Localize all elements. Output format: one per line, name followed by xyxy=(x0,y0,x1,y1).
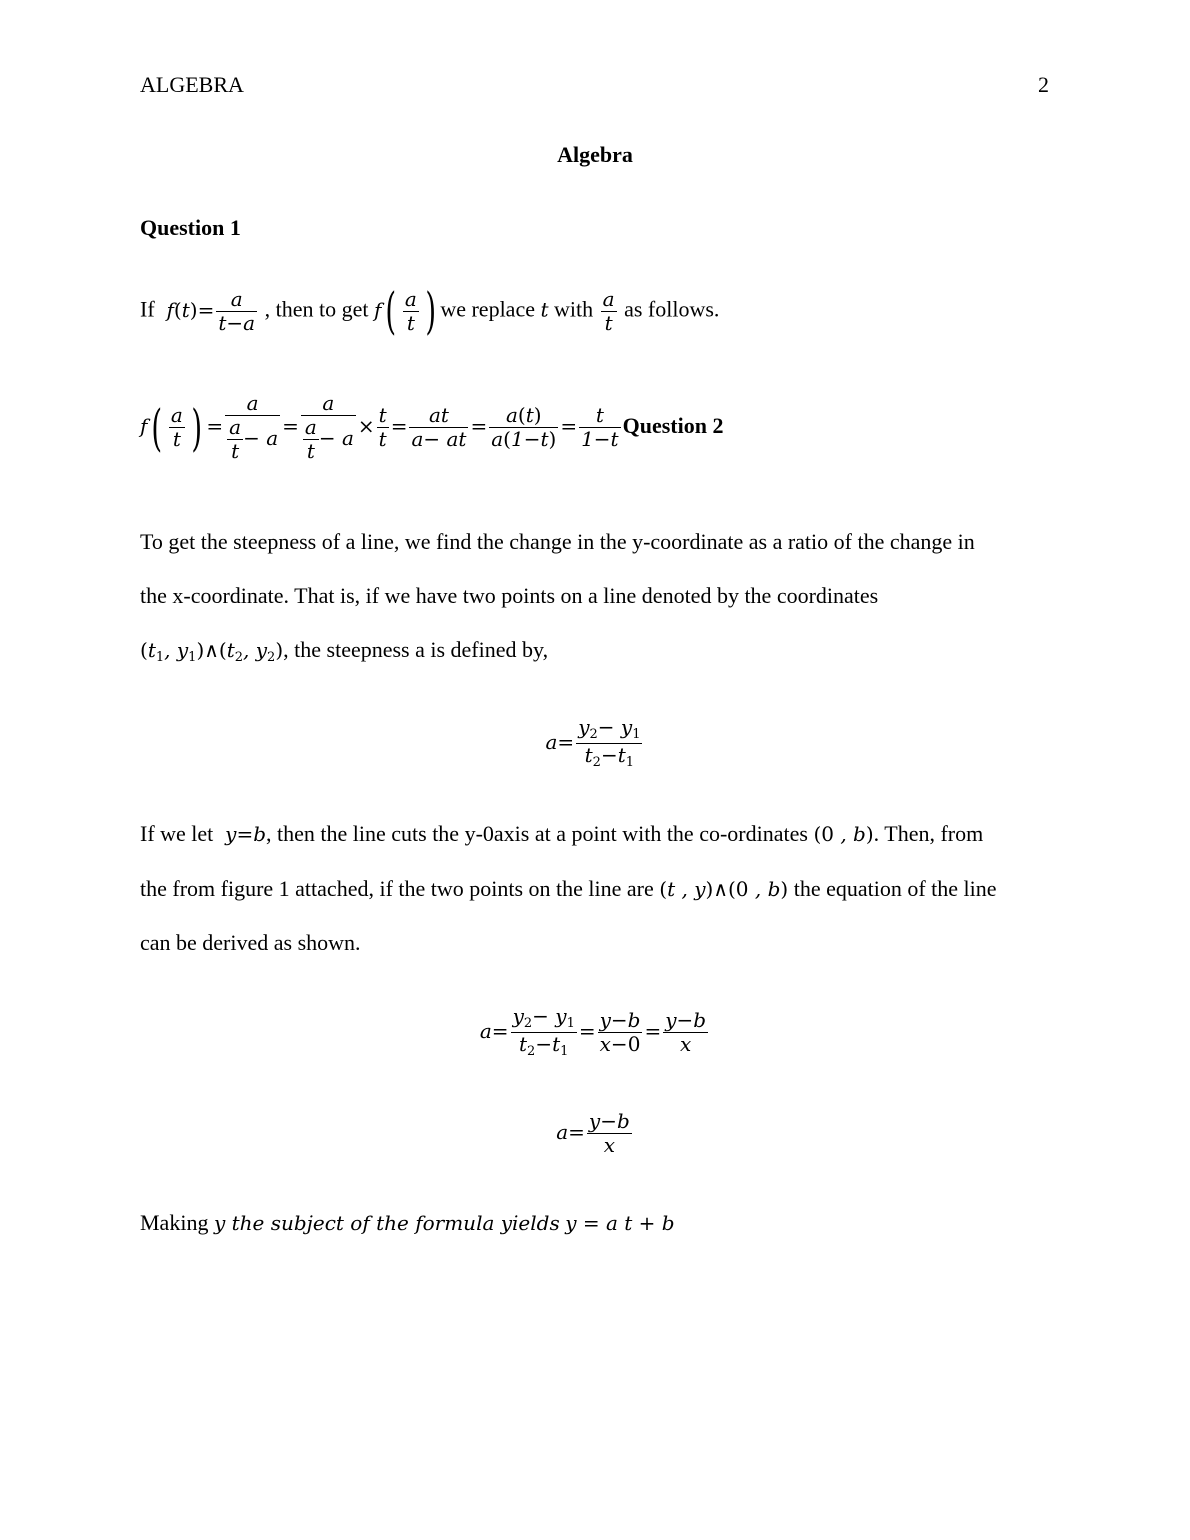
q2-text-then-from: . Then, from xyxy=(873,821,984,846)
question-1-heading: Question 1 xyxy=(140,215,241,240)
q1-text-follows: as follows. xyxy=(624,296,720,322)
q2-paragraph-line-4 xyxy=(140,821,983,847)
result-formula: a= $\frac{y-b}{x}$ xyxy=(556,1109,630,1157)
eq-points: ($t_1$, $y_1)\wedge(t_2$, $y_2$) xyxy=(140,638,284,665)
q2-paragraph-line-1: To get the steepness of a line, we find the change in the y-coordinate as a ratio of the change in xyxy=(140,529,975,554)
final-statement xyxy=(140,1210,675,1236)
eq-f-of-t: f(t)= $\frac{a}{t-a}$ xyxy=(160,286,256,335)
eq-f-of-a-over-t: f( $\frac{a}{t}$ ) xyxy=(373,282,436,340)
q2-paragraph-line-5 xyxy=(140,876,997,902)
q2-text-steepness: , the steepness a is defined by, xyxy=(283,637,549,662)
page-number: 2 xyxy=(1038,72,1049,97)
derivation-formula: a= $\frac{y_2- y_1}{t_2-t_1}$ = $\frac{y-b}{x-0}$ = $\frac{y-b}{x}$ xyxy=(479,1004,707,1059)
q2-text-cuts: , then the line cuts the y-0axis at a point with the co-ordinates xyxy=(266,821,808,846)
q2-paragraph-line-3 xyxy=(140,637,548,665)
q1-text-replace: we replace xyxy=(440,296,535,322)
q2-text-figure: the from figure 1 attached, if the two points on the line are xyxy=(140,876,654,901)
eq-y-equals-b: y=b xyxy=(218,822,267,846)
q1-sentence xyxy=(140,282,720,340)
q2-paragraph-line-2: the x-coordinate. That is, if we have two points on a line denoted by the coordinates xyxy=(140,583,879,608)
q1-derivation xyxy=(140,392,723,463)
q2-paragraph-line-6: can be derived as shown. xyxy=(140,930,361,955)
derivation-equation: f( $\frac{a}{t}$ ) = a $\frac{a}{t}$ − a = a $\frac{a}{t}$ − a × $\frac{t}{t}$ = $\frac{at}{a- at}$ = $\frac{a(t)}{a(1-t)}$ = $\frac{t}{1-t}$ xyxy=(140,391,619,463)
eq-points-2: (t , y)∧(0 , b) xyxy=(659,877,789,901)
var-t: t xyxy=(540,297,549,322)
slope-formula: a= $\frac{y_2- y_1}{t_2-t_1}$ xyxy=(545,715,641,770)
running-head: ALGEBRA xyxy=(140,72,244,97)
final-text-making: Making xyxy=(140,1210,209,1235)
q2-text-equation: the equation of the line xyxy=(793,876,997,901)
final-text-subject: y the subject of the formula yields xyxy=(213,1211,560,1235)
document-title: Algebra xyxy=(557,142,633,167)
final-equation: y = a t + b xyxy=(565,1211,675,1235)
q1-text-with: with xyxy=(554,296,594,322)
q1-text-if: If xyxy=(140,296,155,322)
frac-a-over-t: $\frac{a}{t}$ xyxy=(602,286,615,335)
eq-point-0-b: (0 , b) xyxy=(813,822,874,846)
question-2-heading: Question 2 xyxy=(622,413,724,438)
q2-text-let: If we let xyxy=(140,821,214,846)
q1-text-then: , then to get xyxy=(264,296,369,322)
